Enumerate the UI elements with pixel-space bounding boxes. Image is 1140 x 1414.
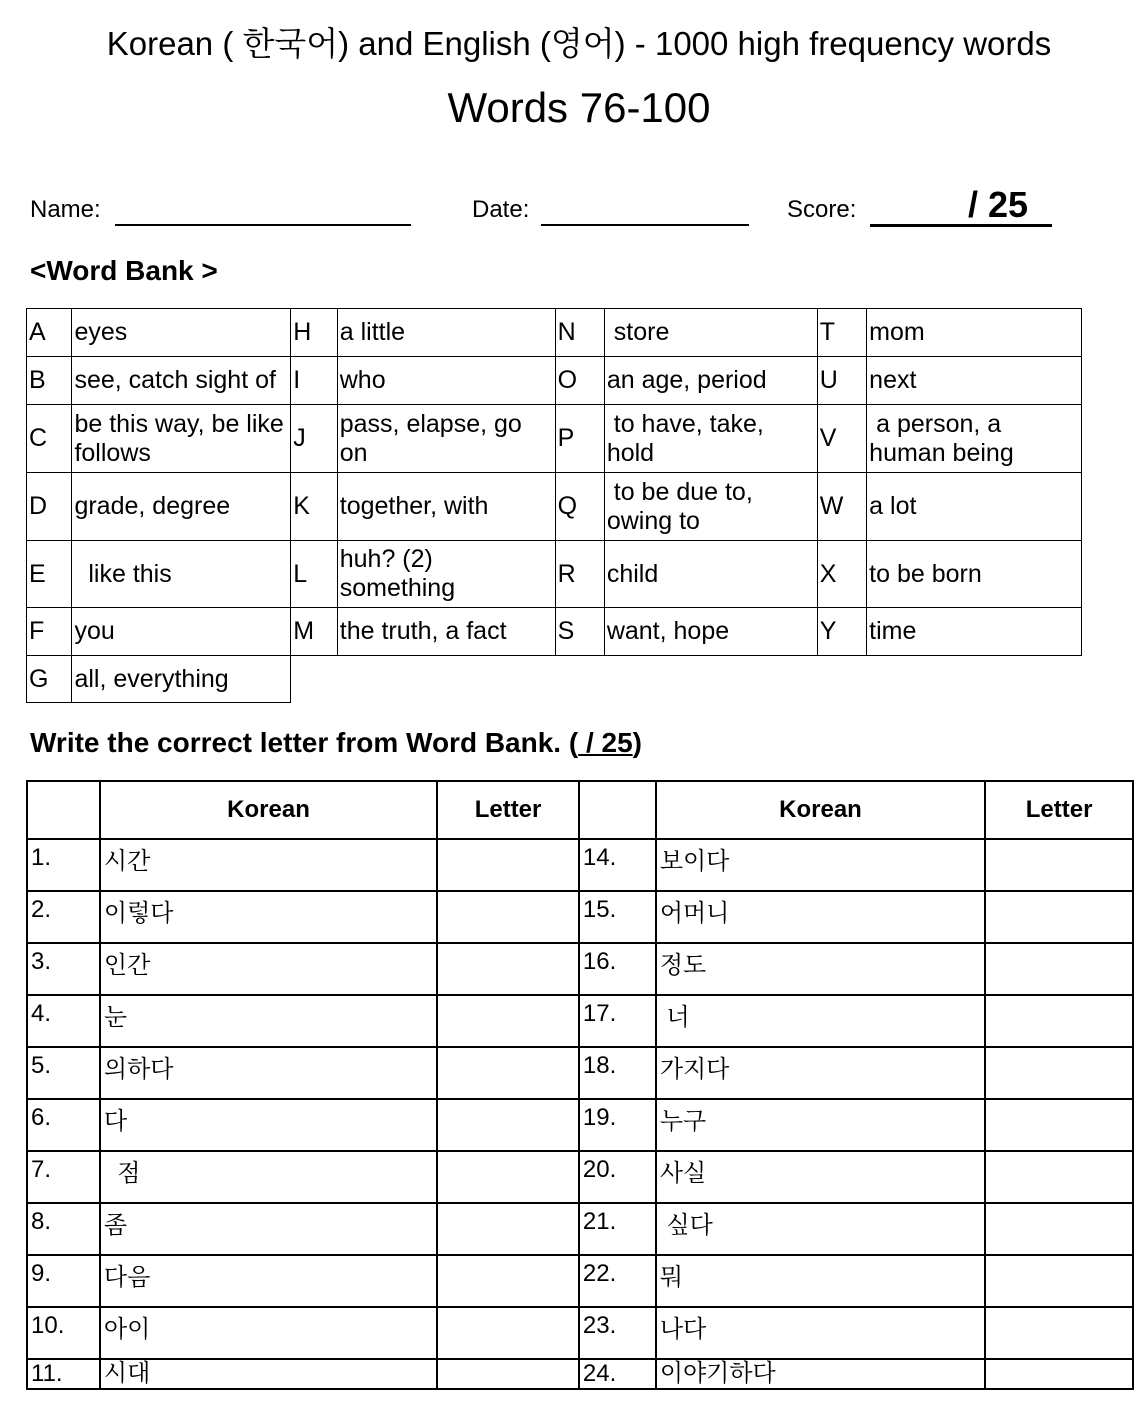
answer-letter-cell[interactable] xyxy=(985,891,1133,943)
word-bank-meaning: mom xyxy=(867,309,1082,357)
header-number xyxy=(579,781,656,839)
word-bank-meaning: who xyxy=(337,357,555,405)
word-bank-letter: U xyxy=(817,357,866,405)
korean-word: 나다 xyxy=(656,1307,985,1359)
korean-word: 싶다 xyxy=(656,1203,985,1255)
word-bank-letter: L xyxy=(291,541,337,608)
word-bank-meaning: see, catch sight of xyxy=(72,357,291,405)
answer-letter-cell[interactable] xyxy=(985,1359,1133,1389)
header-letter: Letter xyxy=(437,781,579,839)
word-bank-letter: H xyxy=(291,309,337,357)
korean-word: 좀 xyxy=(100,1203,437,1255)
question-number: 1. xyxy=(27,839,100,891)
word-bank-letter: E xyxy=(27,541,72,608)
korean-word: 이야기하다 xyxy=(656,1359,985,1389)
question-number: 5. xyxy=(27,1047,100,1099)
instruction-text: Write the correct letter from Word Bank. ( xyxy=(30,727,579,758)
question-number: 21. xyxy=(579,1203,656,1255)
answer-letter-cell[interactable] xyxy=(985,1255,1133,1307)
word-bank-row xyxy=(27,309,1082,357)
word-bank-row xyxy=(27,405,1082,473)
question-number: 10. xyxy=(27,1307,100,1359)
answer-letter-cell[interactable] xyxy=(985,839,1133,891)
header-korean: Korean xyxy=(656,781,985,839)
answer-letter-cell[interactable] xyxy=(985,1203,1133,1255)
answer-letter-cell[interactable] xyxy=(985,1151,1133,1203)
worksheet-subtitle: Words 76-100 xyxy=(447,84,711,131)
quiz-row xyxy=(27,1359,1133,1389)
question-number: 2. xyxy=(27,891,100,943)
word-bank-title: <Word Bank > xyxy=(30,255,218,286)
question-number: 19. xyxy=(579,1099,656,1151)
korean-word: 눈 xyxy=(100,995,437,1047)
question-number: 4. xyxy=(27,995,100,1047)
empty-cell xyxy=(291,656,1082,703)
word-bank-letter: V xyxy=(817,405,866,473)
word-bank-meaning: the truth, a fact xyxy=(337,608,555,656)
word-bank-letter: O xyxy=(555,357,604,405)
word-bank-row xyxy=(27,541,1082,608)
word-bank-meaning: be this way, be like follows xyxy=(72,405,291,473)
word-bank-row xyxy=(27,473,1082,541)
word-bank-meaning: eyes xyxy=(72,309,291,357)
word-bank-meaning: pass, elapse, go on xyxy=(337,405,555,473)
quiz-row xyxy=(27,1307,1133,1359)
name-field[interactable] xyxy=(115,224,411,226)
word-bank-letter: G xyxy=(27,656,72,703)
korean-word: 다 xyxy=(100,1099,437,1151)
answer-letter-cell[interactable] xyxy=(985,943,1133,995)
worksheet-title: Korean ( 한국어) and English (영어) - 1000 high frequency words xyxy=(106,25,1052,62)
header-korean: Korean xyxy=(100,781,437,839)
word-bank-letter: I xyxy=(291,357,337,405)
score-total: / 25 xyxy=(968,184,1029,225)
word-bank-meaning: to have, take, hold xyxy=(604,405,817,473)
answer-letter-cell[interactable] xyxy=(437,995,579,1047)
word-bank-meaning: huh? (2) something xyxy=(337,541,555,608)
korean-word: 의하다 xyxy=(100,1047,437,1099)
question-number: 23. xyxy=(579,1307,656,1359)
instruction-end: ) xyxy=(632,727,642,758)
question-number: 7. xyxy=(27,1151,100,1203)
question-number: 16. xyxy=(579,943,656,995)
question-number: 11. xyxy=(27,1359,100,1389)
question-number: 9. xyxy=(27,1255,100,1307)
word-bank-meaning: together, with xyxy=(337,473,555,541)
quiz-row xyxy=(27,1255,1133,1307)
quiz-row xyxy=(27,891,1133,943)
question-number: 14. xyxy=(579,839,656,891)
korean-word: 이렇다 xyxy=(100,891,437,943)
answer-letter-cell[interactable] xyxy=(985,1099,1133,1151)
date-field[interactable] xyxy=(541,224,749,226)
korean-word: 너 xyxy=(656,995,985,1047)
question-number: 6. xyxy=(27,1099,100,1151)
word-bank-meaning: an age, period xyxy=(604,357,817,405)
quiz-row xyxy=(27,1099,1133,1151)
korean-word: 인간 xyxy=(100,943,437,995)
word-bank-meaning: all, everything xyxy=(72,656,291,703)
word-bank-letter: D xyxy=(27,473,72,541)
korean-word: 아이 xyxy=(100,1307,437,1359)
answer-letter-cell[interactable] xyxy=(437,1047,579,1099)
word-bank-letter: Q xyxy=(555,473,604,541)
word-bank-letter: B xyxy=(27,357,72,405)
header-number xyxy=(27,781,100,839)
word-bank-letter: P xyxy=(555,405,604,473)
question-number: 15. xyxy=(579,891,656,943)
word-bank-letter: S xyxy=(555,608,604,656)
word-bank-meaning: want, hope xyxy=(604,608,817,656)
korean-word: 어머니 xyxy=(656,891,985,943)
question-number: 18. xyxy=(579,1047,656,1099)
answer-letter-cell[interactable] xyxy=(437,943,579,995)
quiz-row xyxy=(27,1203,1133,1255)
answer-letter-cell[interactable] xyxy=(437,1151,579,1203)
korean-word: 가지다 xyxy=(656,1047,985,1099)
answer-letter-cell[interactable] xyxy=(437,1099,579,1151)
answer-letter-cell[interactable] xyxy=(985,1307,1133,1359)
korean-word: 시대 xyxy=(100,1359,437,1389)
answer-letter-cell[interactable] xyxy=(437,839,579,891)
quiz-table xyxy=(26,780,1134,1390)
korean-word: 정도 xyxy=(656,943,985,995)
date-label: Date: xyxy=(472,196,530,223)
korean-word: 시간 xyxy=(100,839,437,891)
answer-letter-cell[interactable] xyxy=(437,1307,579,1359)
word-bank-row xyxy=(27,656,1082,703)
word-bank-letter: F xyxy=(27,608,72,656)
word-bank-meaning: child xyxy=(604,541,817,608)
header-letter: Letter xyxy=(985,781,1133,839)
word-bank-meaning: a person, a human being xyxy=(867,405,1082,473)
word-bank-letter: X xyxy=(817,541,866,608)
word-bank-meaning: next xyxy=(867,357,1082,405)
korean-word: 누구 xyxy=(656,1099,985,1151)
word-bank-letter: K xyxy=(291,473,337,541)
word-bank-table xyxy=(26,308,1082,703)
word-bank-meaning: store xyxy=(604,309,817,357)
word-bank-letter: R xyxy=(555,541,604,608)
question-number: 8. xyxy=(27,1203,100,1255)
question-number: 24. xyxy=(579,1359,656,1389)
word-bank-meaning: a little xyxy=(337,309,555,357)
word-bank-meaning: a lot xyxy=(867,473,1082,541)
answer-letter-cell[interactable] xyxy=(985,1047,1133,1099)
word-bank-meaning: time xyxy=(867,608,1082,656)
word-bank-row xyxy=(27,608,1082,656)
korean-word: 다음 xyxy=(100,1255,437,1307)
quiz-row xyxy=(27,995,1133,1047)
word-bank-meaning: to be born xyxy=(867,541,1082,608)
word-bank-letter: A xyxy=(27,309,72,357)
quiz-row xyxy=(27,839,1133,891)
quiz-row xyxy=(27,1047,1133,1099)
word-bank-letter: Y xyxy=(817,608,866,656)
question-number: 17. xyxy=(579,995,656,1047)
question-number: 3. xyxy=(27,943,100,995)
korean-word: 보이다 xyxy=(656,839,985,891)
korean-word: 뭐 xyxy=(656,1255,985,1307)
word-bank-letter: J xyxy=(291,405,337,473)
word-bank-meaning: grade, degree xyxy=(72,473,291,541)
instruction xyxy=(30,727,642,759)
quiz-row xyxy=(27,1151,1133,1203)
answer-letter-cell[interactable] xyxy=(437,891,579,943)
word-bank-letter: T xyxy=(817,309,866,357)
word-bank-letter: N xyxy=(555,309,604,357)
word-bank-row xyxy=(27,357,1082,405)
question-number: 20. xyxy=(579,1151,656,1203)
quiz-row xyxy=(27,943,1133,995)
word-bank-letter: W xyxy=(817,473,866,541)
word-bank-letter: M xyxy=(291,608,337,656)
word-bank-letter: C xyxy=(27,405,72,473)
korean-word: 점 xyxy=(100,1151,437,1203)
answer-letter-cell[interactable] xyxy=(985,995,1133,1047)
word-bank-meaning: to be due to, owing to xyxy=(604,473,817,541)
name-label: Name: xyxy=(30,196,101,223)
korean-word: 사실 xyxy=(656,1151,985,1203)
question-number: 22. xyxy=(579,1255,656,1307)
score-label: Score: xyxy=(787,196,857,223)
answer-letter-cell[interactable] xyxy=(437,1255,579,1307)
answer-letter-cell[interactable] xyxy=(437,1359,579,1389)
answer-letter-cell[interactable] xyxy=(437,1203,579,1255)
word-bank-meaning: like this xyxy=(72,541,291,608)
word-bank-meaning: you xyxy=(72,608,291,656)
instruction-score-blank: / 25 xyxy=(578,727,633,758)
